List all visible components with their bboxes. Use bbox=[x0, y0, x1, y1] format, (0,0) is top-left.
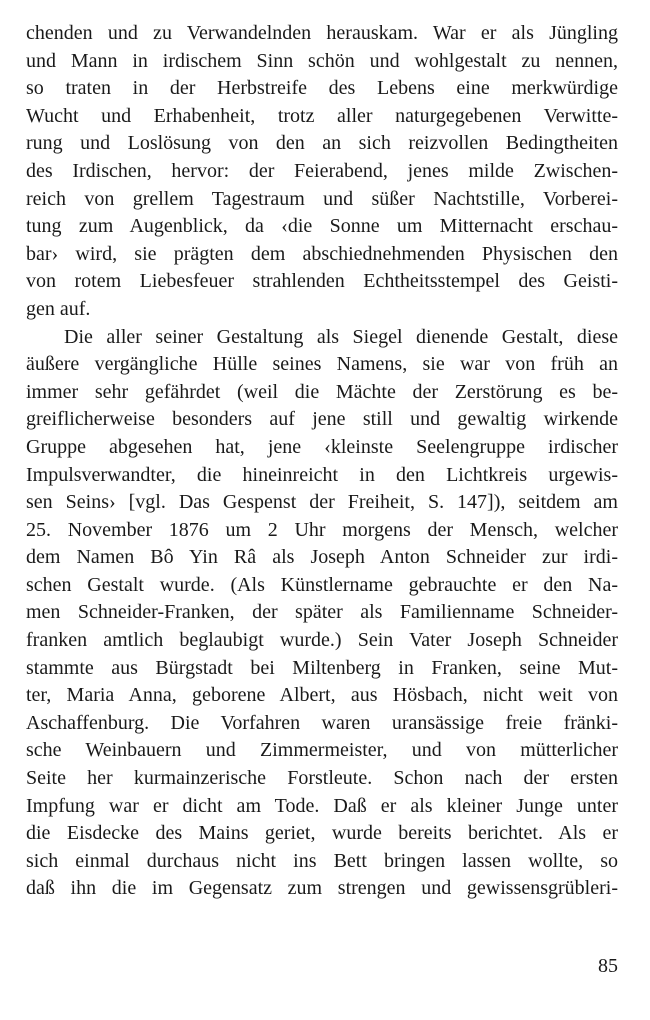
text-line: 25. November 1876 um 2 Uhr morgens der Mensch, welcher bbox=[26, 518, 618, 541]
text-line: stammte aus Bürgstadt bei Miltenberg in Franken, seine Mut- bbox=[26, 656, 618, 679]
text-line: sen Seins› [vgl. Das Gespenst der Freiheit, S. 147]), seitdem am bbox=[26, 491, 618, 514]
text-line: Impulsverwandter, die hineinreicht in den Lichtkreis urgewis- bbox=[26, 463, 618, 486]
paragraph-2 bbox=[26, 324, 618, 903]
text-line: schen Gestalt wurde. (Als Künstlername gebrauchte er den Na- bbox=[26, 573, 618, 596]
text-line: rung und Loslösung von den an sich reizvollen Bedingtheiten bbox=[26, 132, 618, 155]
text-line: von rotem Liebesfeuer strahlenden Echtheitsstempel des Geisti- bbox=[26, 270, 618, 293]
text-line: franken amtlich beglaubigt wurde.) Sein Vater Joseph Schneider bbox=[26, 629, 618, 652]
text-line: Aschaffenburg. Die Vorfahren waren uransässige freie fränki- bbox=[26, 711, 618, 734]
text-line: Impfung war er dicht am Tode. Daß er als kleiner Junge unter bbox=[26, 794, 618, 817]
text-line: äußere vergängliche Hülle seines Namens, sie war von früh an bbox=[26, 353, 618, 376]
text-line: des Irdischen, hervor: der Feierabend, jenes milde Zwischen- bbox=[26, 159, 618, 182]
text-line: men Schneider-Franken, der später als Familienname Schneider- bbox=[26, 601, 618, 624]
text-line: und Mann in irdischem Sinn schön und wohlgestalt zu nennen, bbox=[26, 49, 618, 72]
text-line: sche Weinbauern und Zimmermeister, und von mütterlicher bbox=[26, 739, 618, 762]
text-line: daß ihn die im Gegensatz zum strengen und gewissensgrübleri- bbox=[26, 877, 618, 900]
text-line: bar› wird, sie prägten dem abschiednehmenden Physischen den bbox=[26, 242, 618, 265]
text-line: Wucht und Erhabenheit, trotz aller naturgegebenen Verwitte- bbox=[26, 104, 618, 127]
text-line: Seite her kurmainzerische Forstleute. Schon nach der ersten bbox=[26, 767, 618, 790]
text-line: immer sehr gefährdet (weil die Mächte der Zerstörung es be- bbox=[26, 380, 618, 403]
text-line: gen auf. bbox=[26, 297, 91, 320]
text-line: die Eisdecke des Mains geriet, wurde bereits berichtet. Als er bbox=[26, 822, 618, 845]
text-line: reich von grellem Tagestraum und süßer Nachtstille, Vorberei- bbox=[26, 187, 618, 210]
text-line: chenden und zu Verwandelnden herauskam. War er als Jüngling bbox=[26, 22, 618, 44]
text-line: sich einmal durchaus nicht ins Bett bringen lassen wollte, so bbox=[26, 849, 618, 872]
paragraph-1 bbox=[26, 20, 618, 324]
body-text bbox=[26, 20, 618, 903]
text-line: tung zum Augenblick, da ‹die Sonne um Mitternacht erschau- bbox=[26, 215, 618, 238]
text-line: ter, Maria Anna, geborene Albert, aus Hösbach, nicht weit von bbox=[26, 684, 618, 707]
page-number: 85 bbox=[598, 955, 618, 977]
text-line: so traten in der Herbstreife des Lebens eine merkwürdige bbox=[26, 77, 618, 100]
text-line: greiflicherweise besonders auf jene still und gewaltig wirkende bbox=[26, 408, 618, 431]
text-line: Gruppe abgesehen hat, jene ‹kleinste Seelengruppe irdischer bbox=[26, 435, 618, 458]
text-line: dem Namen Bô Yin Râ als Joseph Anton Schneider zur irdi- bbox=[26, 546, 618, 569]
text-line: Die aller seiner Gestaltung als Siegel dienende Gestalt, diese bbox=[64, 325, 618, 348]
